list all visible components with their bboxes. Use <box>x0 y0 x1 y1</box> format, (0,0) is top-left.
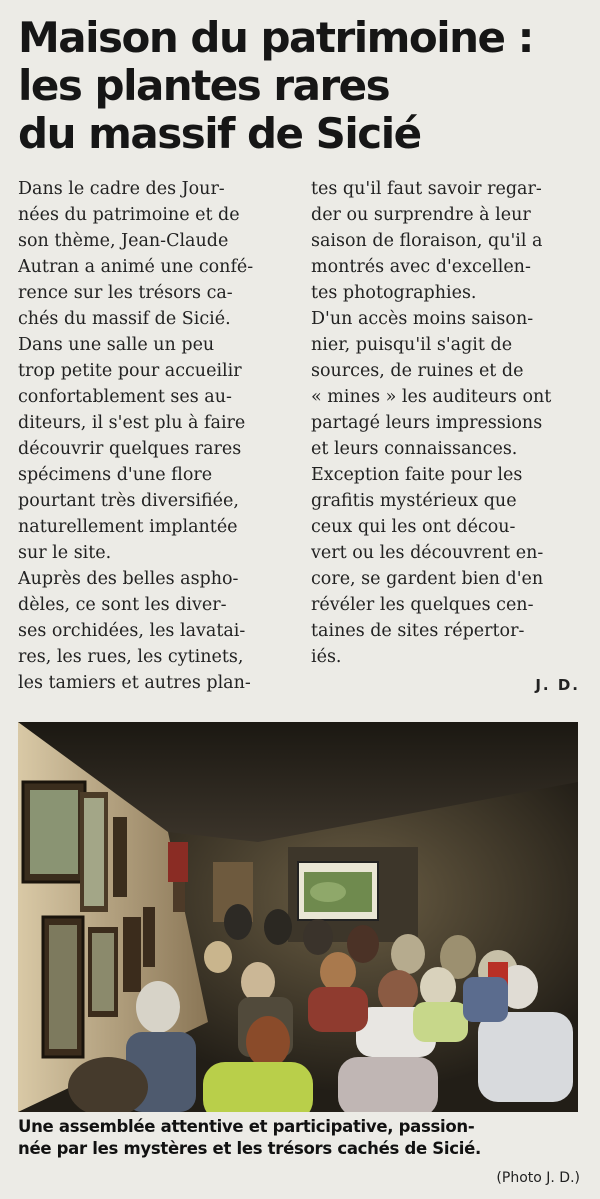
body-line: et leurs connaissances. <box>311 439 518 459</box>
body-line: les tamiers et autres plan- <box>18 673 251 693</box>
headline-line: les plantes rares <box>18 61 390 110</box>
body-line: partagé leurs impressions <box>311 413 543 433</box>
body-line: ceux qui les ont décou- <box>311 517 516 537</box>
article-column-2 <box>311 176 584 706</box>
body-line: nier, puisqu'il s'agit de <box>311 335 513 355</box>
body-line: sur le site. <box>18 543 112 563</box>
body-line: « mines » les auditeurs ont <box>311 387 552 407</box>
body-line: confortablement ses au- <box>18 387 232 407</box>
article-column-1 <box>18 176 291 706</box>
body-line: res, les rues, les cytinets, <box>18 647 244 667</box>
body-line: son thème, Jean-Claude <box>18 231 229 251</box>
body-line: sources, de ruines et de <box>311 361 524 381</box>
body-line: chés du massif de Sicié. <box>18 309 231 329</box>
photo-caption <box>18 1116 584 1160</box>
body-line: iés. <box>311 647 342 667</box>
body-line: révéler les quelques cen- <box>311 595 534 615</box>
body-line: Exception faite pour les <box>311 465 523 485</box>
caption-line: Une assemblée attentive et participative, passion- <box>18 1117 475 1136</box>
body-line: Dans une salle un peu <box>18 335 215 355</box>
body-line: naturellement implantée <box>18 517 238 537</box>
headline-line: du massif de Sicié <box>18 109 421 158</box>
conference-photo <box>18 722 578 1112</box>
body-line: dèles, ce sont les diver- <box>18 595 227 615</box>
body-line: pourtant très diversifiée, <box>18 491 239 511</box>
body-line: rence sur les trésors ca- <box>18 283 233 303</box>
body-line: saison de floraison, qu'il a <box>311 231 543 251</box>
body-line: Auprès des belles aspho- <box>18 569 239 589</box>
headline-line: Maison du patrimoine : <box>18 13 533 62</box>
body-line: tes qu'il faut savoir regar- <box>311 179 542 199</box>
body-line: core, se gardent bien d'en <box>311 569 544 589</box>
body-line: Autran a animé une confé- <box>18 257 254 277</box>
body-line: taines de sites répertor- <box>311 621 525 641</box>
body-line: montrés avec d'excellen- <box>311 257 531 277</box>
body-line: trop petite pour accueilir <box>18 361 242 381</box>
body-line: spécimens d'une flore <box>18 465 213 485</box>
article-body <box>18 176 584 706</box>
body-line: tes photographies. <box>311 283 477 303</box>
photo-credit: (Photo J. D.) <box>496 1170 580 1186</box>
body-line: diteurs, il s'est plu à faire <box>18 413 246 433</box>
body-line: Dans le cadre des Jour- <box>18 179 225 199</box>
caption-line: née par les mystères et les trésors cachés de Sicié. <box>18 1139 481 1158</box>
article-headline <box>18 14 588 158</box>
body-line: grafitis mystérieux que <box>311 491 517 511</box>
body-line: der ou surprendre à leur <box>311 205 531 225</box>
body-line: D'un accès moins saison- <box>311 309 534 329</box>
body-line: ses orchidées, les lavatai- <box>18 621 246 641</box>
author-signature: J. D. <box>535 676 580 694</box>
body-line: nées du patrimoine et de <box>18 205 240 225</box>
body-line: vert ou les découvrent en- <box>311 543 544 563</box>
body-line: découvrir quelques rares <box>18 439 242 459</box>
